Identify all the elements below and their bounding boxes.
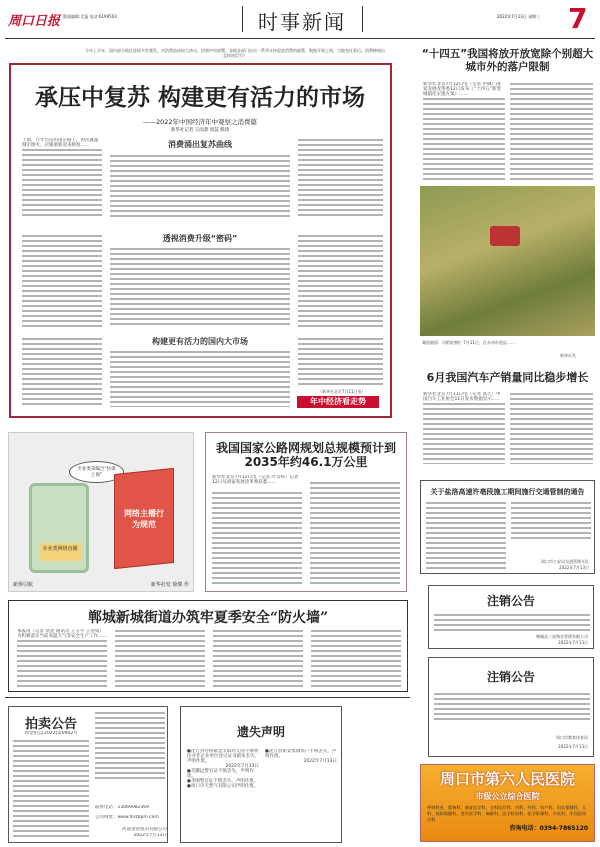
- photo-credit: 新华社发: [560, 353, 576, 358]
- rule: [5, 697, 410, 698]
- column-tag: 年中经济看走势: [297, 396, 379, 408]
- auction-text: [95, 711, 165, 781]
- speech-bubble: 专业类采编岂“仿谈上岗”: [69, 461, 124, 483]
- masthead-logo: 周口日报: [8, 14, 61, 29]
- divider: [242, 6, 243, 32]
- main-text: [298, 138, 383, 218]
- cancellation-notice-1: [428, 585, 594, 649]
- section-title: 时事新闻: [258, 10, 346, 34]
- notice-date: 2022年7月13日: [558, 640, 588, 645]
- settle-headline: “十四五”我国将放开放宽除个别超大城市外的落户限制: [421, 48, 594, 73]
- fire-article: [8, 600, 408, 692]
- notice-text: [434, 613, 590, 631]
- auction-web: 公司网址：www.hnzbpm.com: [95, 815, 159, 820]
- hospital-name: 周口市第六人民医院: [439, 770, 575, 788]
- harvest-photo: [420, 186, 595, 336]
- road-text: [212, 491, 302, 586]
- main-text: [22, 337, 102, 407]
- auto-headline: 6月我国汽车产销量同比稳步增长: [426, 371, 589, 384]
- photo-desc: 凝固画面：早稻收割忙 7月11日，在永州市道县……: [422, 340, 515, 345]
- cartoon-caption: 新规引航: [13, 582, 34, 588]
- fire-lead: 本报讯（记者 翁金 通讯员 王玉平 王进成）为积极落实当前高温天气等安全生产工作……: [17, 629, 107, 639]
- fire-headline: 郸城新城街道办筑牢夏季安全“防火墙”: [87, 610, 329, 626]
- issue-date: 2022年7月13日 星期三: [497, 14, 541, 19]
- cartoon-credit: 新华社发 徐骏 作: [150, 582, 189, 588]
- traffic-notice: [420, 480, 595, 574]
- main-text: [22, 234, 102, 329]
- notice-title: 注销公告: [486, 594, 535, 608]
- lost-statement: [180, 706, 342, 843]
- lost-item: ●毛鹏远警官证不慎丢失，声明作废。: [187, 769, 254, 779]
- hospital-phone: 咨询电话：0394-7865120: [509, 825, 588, 832]
- auction-title: 拍卖公告: [24, 717, 77, 732]
- traffic-text: [426, 501, 506, 571]
- auto-text: [423, 402, 505, 464]
- fire-text: [115, 629, 205, 687]
- lost-items-left: [187, 749, 259, 839]
- editor-info: 版面编辑:尤磊 电话:6199503: [63, 14, 117, 19]
- notice-title: 注销公告: [486, 670, 535, 684]
- auction-notice: [8, 706, 168, 843]
- main-intro: 今年上半年，国内部分地区疫情多发频发，对消费造成较大冲击。招商中央部署，各地各部门出台一系列支持促进消费的政策。数据开展之间，当地变化看后，消费释放出怎样的信号？: [85, 48, 385, 58]
- section-heading: 消费涌出复苏曲线: [168, 140, 232, 149]
- road-text: [310, 481, 400, 586]
- cartoon-panel: [8, 432, 194, 592]
- dateline: （新华社北京7月11日电）: [318, 389, 366, 394]
- page-number: 7: [568, 2, 588, 35]
- book-title: 网络主播行为规范: [124, 509, 164, 529]
- lost-title: 遗失声明: [236, 725, 285, 739]
- settle-text: [510, 82, 593, 182]
- main-text: [22, 148, 102, 218]
- auction-text: [13, 739, 89, 839]
- hospital-departments: 呼吸科室、精神科、康复医学科、全科医疗科、内科、外科、妇产科、妇女保健科、儿科、预防保健科、老年医学科、麻醉科、医学检验科、医学影像科、中医科、中西医结合科: [427, 805, 587, 822]
- lost-item: ●沈丘县付桥镇金太阳幼儿园不慎将民办非企业单位登记证书副本丢失，声明作废。: [187, 749, 259, 764]
- auction-contact: 联系电话：13069082369: [95, 805, 149, 810]
- traffic-signer: 周口市公安局交通管理支队: [541, 559, 589, 564]
- auction-company: 河南金帝拍卖有限公司: [122, 827, 167, 832]
- screen-label: 专业类网络直播: [39, 543, 81, 561]
- settle-lead: 新华社北京7月12日电（记者 申铖）国家发展改革委12日发布《“十四五”新型城镇化实施方案》……: [423, 82, 501, 97]
- main-lead: 上海，百年历史的南京路上，再次氤氲城市烟火，店铺重新迎来顾客……: [22, 138, 99, 148]
- notice-date: 2022年7月13日: [558, 744, 588, 749]
- main-subtitle: ——2022年中国经济年中观察之消费篇: [142, 118, 258, 126]
- auto-text: [510, 392, 593, 464]
- settle-text: [423, 97, 505, 182]
- lost-items-right: [265, 749, 337, 839]
- section-heading: 透视消费升级“密码”: [162, 234, 238, 243]
- main-text: [110, 154, 290, 218]
- notice-text: [434, 692, 590, 722]
- main-text: [110, 350, 290, 407]
- auto-lead: 新华社北京7月11日电（记者 高天）中国汽车工业协会11日发布数据显示……: [423, 392, 501, 402]
- lost-item: ●沈丘县新安集镇农户不慎丢失，声明作废。: [265, 749, 337, 759]
- traffic-headline: 关于盐洛高速许亳段施工期间施行交通管制的通告: [430, 487, 585, 496]
- road-headline: 我国国家公路网规划总规模预计到2035年约46.1万公里: [215, 441, 396, 469]
- fire-text: [311, 629, 401, 687]
- main-text: [298, 337, 383, 387]
- section-heading: 构建更有活力的国内大市场: [152, 337, 248, 346]
- main-byline: 新华社记者 王雨萧 周蕊 熊琦: [170, 128, 230, 133]
- main-headline: 承压中复苏 构建更有活力的市场: [34, 84, 365, 111]
- cancellation-notice-2: [428, 657, 594, 757]
- fire-text: [213, 629, 303, 687]
- header-rule: [5, 38, 595, 39]
- traffic-date: 2022年7月13日: [559, 565, 589, 570]
- lost-date: 2022年7月13日: [225, 764, 259, 769]
- main-text: [298, 234, 383, 329]
- lost-date: 2022年7月13日: [303, 759, 337, 764]
- notice-signer: 郸城县三星物业管理有限公司: [536, 634, 588, 639]
- main-text: [110, 247, 290, 327]
- lost-item: ●周口市天然气有限公司声明作废。: [187, 784, 259, 789]
- divider: [362, 6, 363, 32]
- traffic-text: [511, 501, 591, 539]
- fire-text: [17, 639, 107, 687]
- road-lead: 新华社北京7月12日电（记者 叶昊鸣）记者12日从国家发展改革委获悉……: [212, 475, 299, 485]
- hospital-ad: [420, 764, 595, 842]
- road-article: [205, 432, 407, 592]
- harvester-illustration: [490, 226, 520, 246]
- notice-signer: 周口市教育体育局: [556, 735, 588, 740]
- hospital-subtitle: 市级公立综合医院: [475, 791, 540, 801]
- auction-ref: 周金拍公[2022]第0902号: [24, 731, 78, 736]
- auction-date: 2022年7月13日: [133, 833, 167, 838]
- lost-item: ●李刚警官证不慎丢失，声明作废。: [187, 779, 259, 784]
